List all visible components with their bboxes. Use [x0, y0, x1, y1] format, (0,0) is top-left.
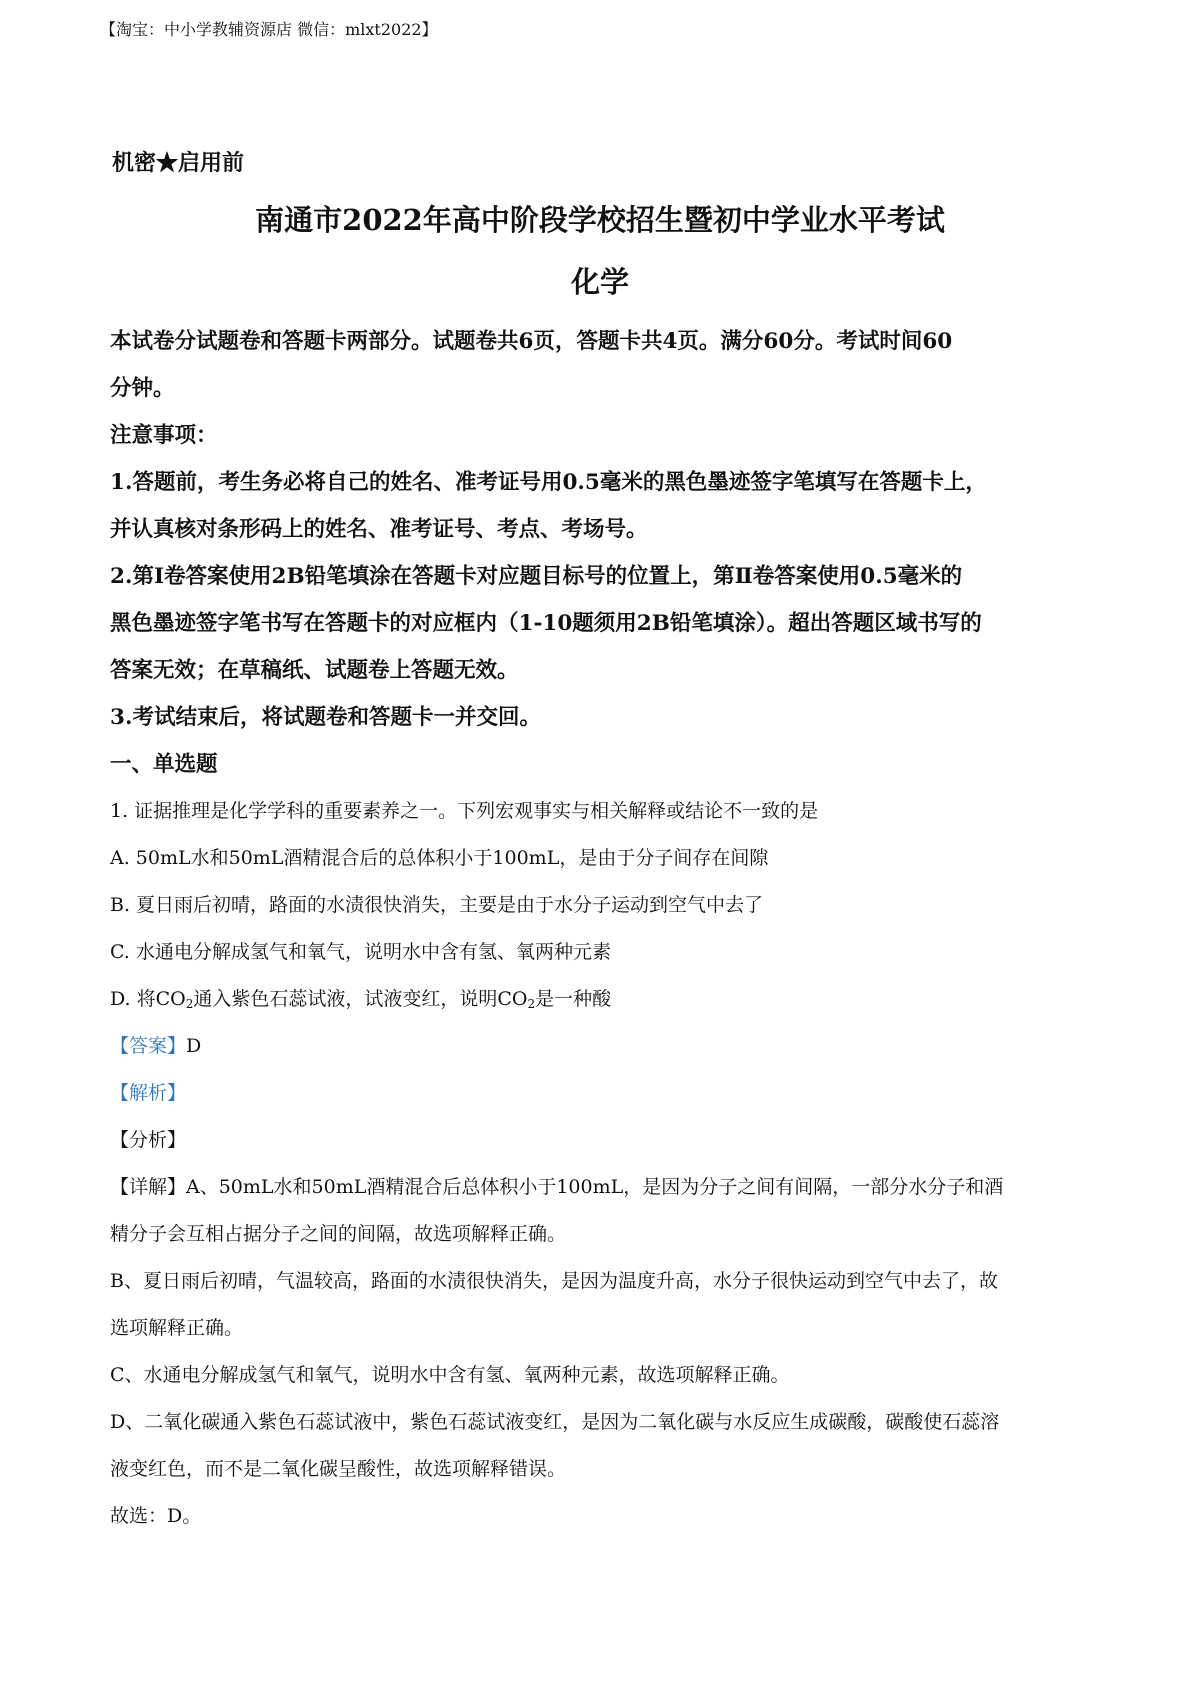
- detail-line: C、水通电分解成氢气和氧气，说明水中含有氢、氧两种元素，故选项解释正确。: [110, 1364, 790, 1386]
- fenxi-label: 【分析】: [110, 1129, 187, 1151]
- option-a: A. 50mL水和50mL酒精混合后的总体积小于100mL，是由于分子间存在间隙: [110, 847, 769, 869]
- option-d-text: D. 将CO: [110, 988, 186, 1010]
- option-d-text: 是一种酸: [535, 988, 612, 1010]
- confidential-label: 机密★启用前: [112, 150, 245, 176]
- intro-line: 分钟。: [110, 376, 175, 401]
- analysis-label: 【解析】: [110, 1082, 187, 1104]
- subject-title: 化学: [570, 265, 629, 299]
- detail-conclusion: 故选：D。: [110, 1505, 202, 1527]
- answer-line: [110, 1023, 1095, 1070]
- option-c: C. 水通电分解成氢气和氧气，说明水中含有氢、氧两种元素: [110, 941, 611, 963]
- question-stem: 1. 证据推理是化学学科的重要素养之一。下列宏观事实与相关解释或结论不一致的是: [110, 800, 819, 822]
- notice-item-2-cont: 答案无效；在草稿纸、试题卷上答题无效。: [110, 658, 519, 683]
- answer-label: 【答案】: [110, 1035, 187, 1057]
- notice-item-1-cont: 并认真核对条形码上的姓名、准考证号、考点、考场号。: [110, 517, 648, 542]
- detail-line: D、二氧化碳通入紫色石蕊试液中，紫色石蕊试液变红，是因为二氧化碳与水反应生成碳酸，碳酸使石蕊溶: [110, 1411, 1000, 1433]
- intro-line: 本试卷分试题卷和答题卡两部分。试题卷共6页，答题卡共4页。满分60分。考试时间60: [110, 329, 953, 354]
- notice-item-1: 1.答题前，考生务必将自己的姓名、准考证号用0.5毫米的黑色墨迹签字笔填写在答题卡上，: [110, 470, 987, 495]
- detail-line: 液变红色，而不是二氧化碳呈酸性，故选项解释错误。: [110, 1458, 567, 1480]
- notice-heading: 注意事项：: [110, 423, 218, 448]
- store-watermark-note: 【淘宝：中小学教辅资源店 微信：mlxt2022】: [100, 20, 438, 39]
- section-title: 一、单选题: [110, 752, 218, 777]
- subscript: 2: [185, 997, 194, 1011]
- detail-line: B、夏日雨后初晴，气温较高，路面的水渍很快消失，是因为温度升高，水分子很快运动到空气中去了，故: [110, 1270, 998, 1292]
- answer-value: D: [186, 1035, 202, 1057]
- option-d: [110, 976, 1095, 1023]
- option-b: B. 夏日雨后初晴，路面的水渍很快消失，主要是由于水分子运动到空气中去了: [110, 894, 764, 916]
- notice-item-2-cont: 黑色墨迹签字笔书写在答题卡的对应框内（1-10题须用2B铅笔填涂）。超出答题区域书写的: [110, 611, 982, 636]
- option-d-text: 通入紫色石蕊试液，试液变红，说明CO: [193, 988, 528, 1010]
- subscript: 2: [527, 997, 536, 1011]
- exam-title: 南通市2022年高中阶段学校招生暨初中学业水平考试: [255, 203, 945, 237]
- detail-line: 【详解】A、50mL水和50mL酒精混合后总体积小于100mL，是因为分子之间有间隔，一部分水分子和酒: [110, 1176, 1004, 1198]
- notice-item-2: 2.第Ⅰ卷答案使用2B铅笔填涂在答题卡对应题目标号的位置上，第Ⅱ卷答案使用0.5毫米的: [110, 564, 963, 589]
- document-body: [110, 318, 1095, 1540]
- detail-line: 选项解释正确。: [110, 1317, 244, 1339]
- detail-line: 精分子会互相占据分子之间的间隔，故选项解释正确。: [110, 1223, 567, 1245]
- notice-item-3: 3.考试结束后，将试题卷和答题卡一并交回。: [110, 705, 541, 730]
